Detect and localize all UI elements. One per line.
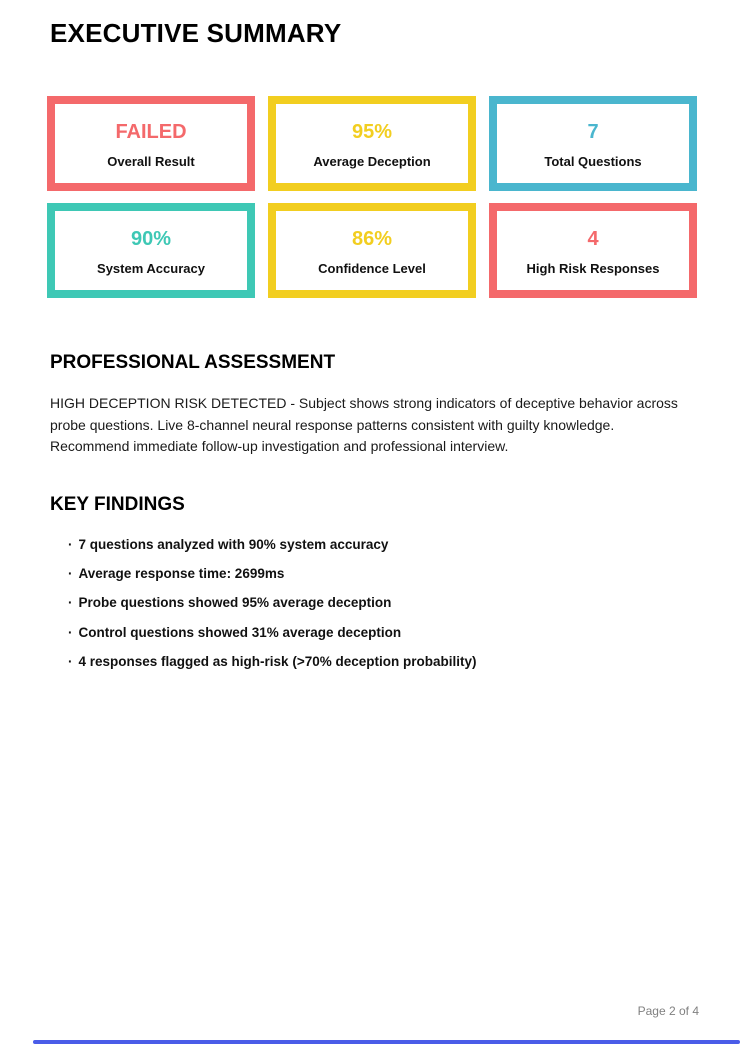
finding-item: [68, 538, 695, 552]
assessment-heading: PROFESSIONAL ASSESSMENT: [50, 352, 336, 373]
stat-card-confidence-level: [268, 203, 476, 298]
stat-value: 86%: [351, 227, 393, 250]
stat-label: Total Questions: [544, 153, 642, 169]
stat-card-high-risk-responses: [489, 203, 697, 298]
stat-value: 90%: [130, 227, 172, 250]
bullet-icon: ·: [68, 537, 73, 553]
stat-value: FAILED: [115, 120, 187, 143]
page-title: EXECUTIVE SUMMARY: [50, 18, 342, 48]
finding-item: [68, 655, 695, 669]
stat-card-average-deception: [268, 96, 476, 191]
stat-card-total-questions: [489, 96, 697, 191]
stat-card-overall-result: [47, 96, 255, 191]
bullet-icon: ·: [68, 624, 73, 640]
stat-value: 4: [587, 227, 599, 250]
stat-label: System Accuracy: [97, 260, 205, 276]
assessment-body: HIGH DECEPTION RISK DETECTED - Subject shows strong indicators of deceptive behavior across probe questions. Live 8-channel neural response patterns consistent with guilty knowledge. Recommend immediate follow-up investigation and professional interview.: [50, 395, 678, 455]
bullet-icon: ·: [68, 566, 73, 582]
bullet-icon: ·: [68, 595, 73, 611]
stat-value: 95%: [351, 120, 393, 143]
finding-item: [68, 626, 695, 640]
stat-value: 7: [587, 120, 599, 143]
finding-text: Average response time: 2699ms: [78, 566, 285, 582]
finding-text: Control questions showed 31% average deception: [78, 624, 402, 640]
stat-label: Overall Result: [107, 153, 195, 169]
findings-heading: KEY FINDINGS: [50, 494, 185, 516]
stat-cards-grid: [47, 96, 695, 298]
stat-label: Confidence Level: [318, 260, 426, 276]
page-number: Page 2 of 4: [637, 1004, 699, 1018]
finding-item: [68, 596, 695, 610]
findings-list: [50, 538, 695, 669]
finding-text: Probe questions showed 95% average deception: [78, 595, 392, 611]
finding-text: 7 questions analyzed with 90% system accuracy: [78, 537, 389, 553]
stat-label: High Risk Responses: [526, 260, 660, 276]
stat-card-system-accuracy: [47, 203, 255, 298]
finding-item: [68, 567, 695, 581]
finding-text: 4 responses flagged as high-risk (>70% deception probability): [78, 653, 477, 669]
bottom-accent-bar: [33, 1040, 740, 1044]
stat-label: Average Deception: [313, 153, 431, 169]
bullet-icon: ·: [68, 653, 73, 669]
